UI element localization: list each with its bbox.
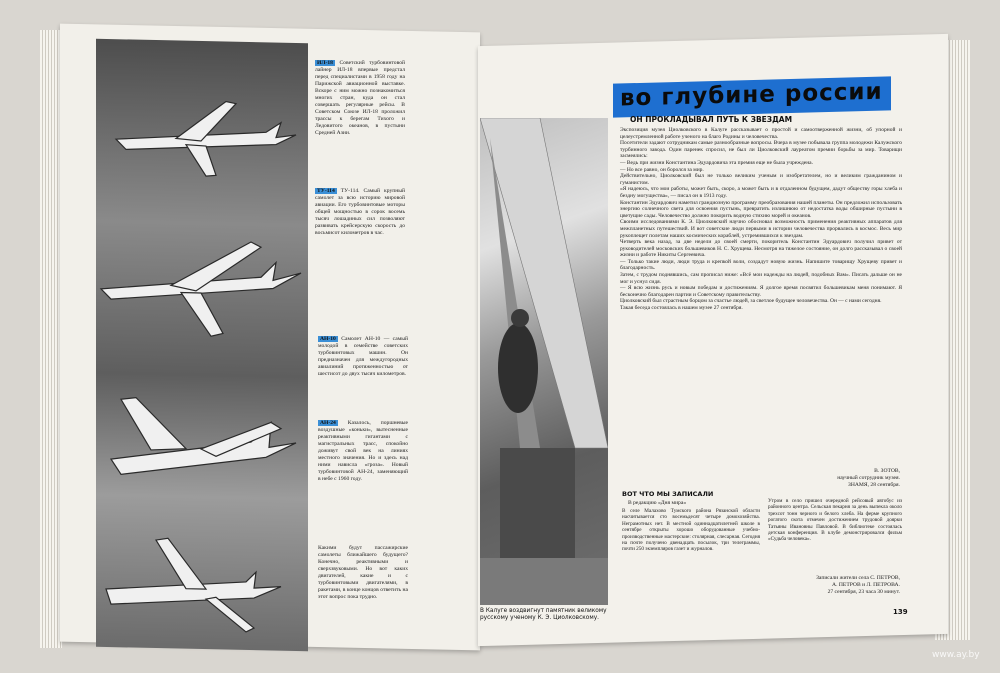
airplanes-photo xyxy=(96,39,308,651)
plane-an24-icon xyxy=(106,537,281,633)
airplanes-illustration xyxy=(96,39,308,651)
left-text-block-1 xyxy=(315,60,405,137)
left-text-block-2 xyxy=(315,188,405,237)
signature-name: В. ЗОТОВ, xyxy=(874,468,900,474)
paragraph: Четверть века назад, за две недели до своей смерти, покоритель Константин Эдуардович получил привет от руководителей московских большевиков Н. С. Хрущева. Несмотря на тяжелое состояние, он долго рассказывал о своей жизни и работе Никиты Сергеевича. xyxy=(620,239,902,259)
paragraph: — Только такие люди, люди труда и крепкой воли, создадут новую жизнь. Напишите товарищу Хрущеву привет и благодарность. xyxy=(620,258,902,272)
paragraph: «Я надеюсь, что мои работы, может быть, скоро, а может быть и в отдаленном будущем, дадут обществу горы хлеба и бездну могущества», — писал он в 1913 году. xyxy=(620,186,902,199)
text-an24: Казалось, поршневые воздушные «коньки», вытесненные реактивными гигантами с магистральных трасс, спокойно доживут свой век на линиях местного значения. Но и здесь над ними нависла «гроза». Новый турбовинтовой АН-24, заменяющий в небе с 1960 году. xyxy=(318,420,408,482)
left-text-block-4 xyxy=(318,420,408,483)
plane-tu114-icon xyxy=(101,239,301,338)
sub-signature-line-1: Записали жители села С. ПЕТРОВ, xyxy=(816,575,900,581)
paragraph: Циолковский был страстным борцом за счастье людей, за светлое будущее человечества. Он — с нами сегодня. xyxy=(620,298,882,305)
sub-signature-date: 27 сентября, 23 часа 30 минут. xyxy=(827,589,900,595)
signature-block xyxy=(760,468,900,489)
paragraph: Посетители задают сотрудникам самые разнообразные вопросы. Вчера в музее побывала группа молодежи Калужского турбинного завода. Один паренек спросил, не был ли Циолковский лауреатом премии борьбы за мир. Товарищи засмеялись: xyxy=(620,140,902,160)
paragraph: Затем, с трудом поднявшись, сам прописал ниже: «Всё мои надежды на людей, подобных Вам». Писать дальше он не мог и уснул сидя. xyxy=(620,272,902,285)
plane-il18-icon xyxy=(116,99,296,178)
paragraph: Константин Эдуардович наметил грандиозную программу преобразования нашей планеты. Он предложил использовать энергию солнечного света для освоения пустынь, превратить излишнюю от недостатка воды обширные пустыни в цветущие сады. Человечество должно покорить водную стихию морей и океанов. xyxy=(620,199,902,219)
paragraph: — Я всю жизнь русь и новым победам и достижениям. Я долгое время посвятил большевикам меня понимают. Я бесконечно благодарен партии и Советскому правительству. xyxy=(620,285,902,298)
sub-signature xyxy=(780,575,900,596)
paragraph: Такая беседа состоялась в нашем музее 27 сентября. xyxy=(620,305,743,312)
left-page-edge xyxy=(40,30,62,648)
text-il18: Советский турбовинтовой лайнер ИЛ-18 впервые предстал перед специалистами в 1958 году на Парижской авиационной выставке. Вскоре с ним можно познакомиться многих стран, куда он стал совершать регулярные рейсы. В Советском Союзе ИЛ-18 проложил трассы к берегам Тихого и Ледовитого океанов, в пустыни Средней Азии. xyxy=(315,60,405,136)
paragraph: — Ведь при жизни Константина Эдуардовича эта премия еще не была учреждена. xyxy=(620,159,813,166)
sub-column-2: Утром в село пришел очередной рейсовый автобус из районного центра. Сельская пекарня за день выпекла около трехсот тонн черного и белого хлеба. На ферме крупного рогатого скота отмечен достижением трудовой доярки Татьяны Ивановны Павловой. В библиотеке состоялась детская конференция. В клубе демонстрировался фильм «Судьба человека». xyxy=(768,498,902,543)
tag-il18: ИЛ-18 xyxy=(317,60,333,66)
sub-headline: ВОТ ЧТО МЫ ЗАПИСАЛИ xyxy=(622,490,714,498)
monument-illustration xyxy=(480,118,608,605)
monument-caption: В Калуге воздвигнут памятник великому русскому ученому К. Э. Циолковскому. xyxy=(480,608,607,621)
tag-an24: АН-24 xyxy=(320,420,336,426)
paragraph: Экспозиция музея Циолковского в Калуге рассказывает о простой и самоотверженной жизни, об упорной и целеустремленной работе ученого на благо Родины и человечества. xyxy=(620,127,902,140)
paragraph: Своими исследованиями К. Э. Циолковский научно обосновал возможность применения реактивных аппаратов для межпланетных путешествий. И вот советские люди первыми в истории человечества прорвались в космос. Весь мир рукоплещет полетам наших космических кораблей, устремившихся к звездам. xyxy=(620,219,902,239)
plane-an10-icon xyxy=(111,397,296,478)
tag-an10: АН-10 xyxy=(320,336,336,342)
text-tu114: ТУ-114. Самый крупный самолет за всю историю мировой авиации. Его турбовинтовые моторы общей мощностью в сорок восемь тысяч лошадиных сил позволяют развивать крейсерскую скорость до восьмисот километров в час. xyxy=(315,188,405,236)
page-number: 139 xyxy=(893,608,908,616)
monument-photo xyxy=(480,118,608,605)
watermark: www.ay.by xyxy=(932,650,980,660)
text-future: Какими будут пассажирские самолеты ближайшего будущего? Конечно, реактивными и сверхзвуковыми. Но вот каких двигателей, какие и с турбовинтовыми двигателями, в ракетами, в конце концов ответить на этот вопрос пока трудно. xyxy=(318,545,408,600)
text-an10: Самолет АН-10 — самый молодой в семействе советских турбовинтовых машин. Он предназначен для междугородных авиалиний протяженностью от шестисот до двух тысяч километров. xyxy=(318,336,408,377)
article-headline: ОН ПРОКЛАДЫВАЛ ПУТЬ К ЗВЕЗДАМ xyxy=(630,115,793,124)
paragraph: Действительно, Циолковский был не только великим ученым и изобретателем, но и великим гражданином и гуманистом. xyxy=(620,173,902,186)
left-text-block-5 xyxy=(318,545,408,601)
sub-signature-line-2: А. ПЕТРОВ и Л. ПЕТРОВА. xyxy=(832,582,900,588)
left-text-block-3 xyxy=(318,336,408,378)
signature-role: научный сотрудник музея. xyxy=(837,475,900,481)
signature-source: ЗНАМЯ, 28 сентября. xyxy=(848,482,900,488)
article-body xyxy=(620,127,902,312)
sub-lead: В редакцию «Дня мира» xyxy=(628,500,687,506)
tag-tu114: ТУ-114 xyxy=(317,188,335,194)
paragraph: — Но все равно, он боролся за мир. xyxy=(620,166,704,173)
section-banner-title: во глубине россии xyxy=(620,78,883,112)
sub-column-1: В селе Малахово Тумского района Рязанской области насчитывается сто восемьдесят четыре домохозяйства. Неграмотных нет. В местной одиннадцатилетней школе в сентябре открыты хорошо оборудованные учебно-производственные мастерские: столярная, слесарная. Сегодня на почте получено двенадцать посылок, три телеграммы, почти 250 экземпляров газет и журналов. xyxy=(622,508,760,553)
